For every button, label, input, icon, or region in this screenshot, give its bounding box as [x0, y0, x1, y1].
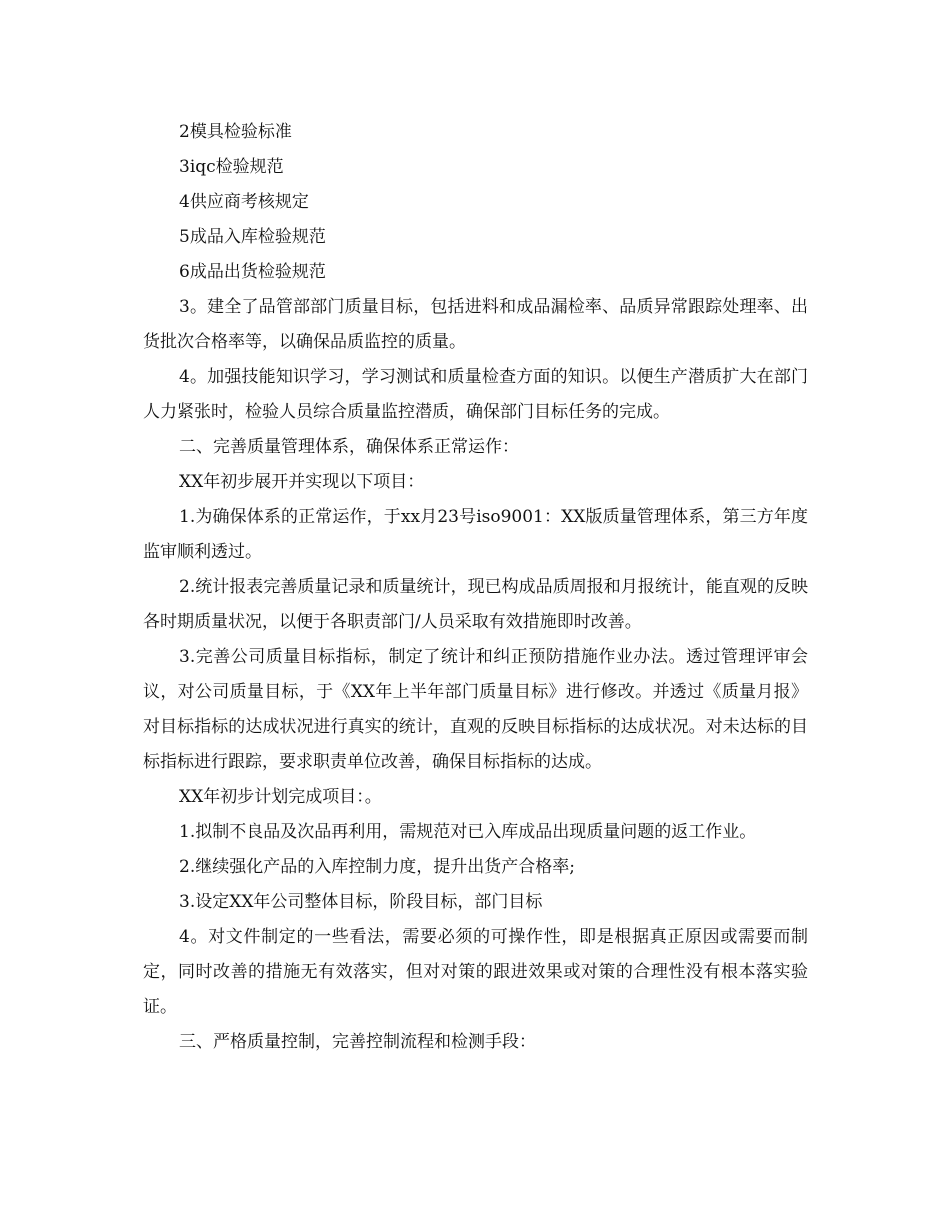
paragraph-iso-audit: 1.为确保体系的正常运作，于xx月23号iso9001：XX版质量管理体系，第三方年度监审顺利透过。: [143, 507, 808, 562]
paragraph-statistics: 2.统计报表完善质量记录和质量统计，现已构成品质周报和月报统计，能直观的反映各时期质量状况，以便于各职责部门/人员采取有效措施即时改善。: [143, 577, 808, 632]
list-item-mold-standard: 2模具检验标准: [179, 122, 292, 142]
paragraph-document-views: 4。对文件制定的一些看法，需要必须的可操作性，即是根据真正原因或需要而制定，同时改善的措施无有效落实，但对对策的跟进效果或对策的合理性没有根本落实验证。: [143, 927, 808, 1017]
subheading-planned: XX年初步计划完成项目：。: [179, 787, 382, 807]
paragraph-quality-targets: 3。建全了品管部部门质量目标，包括进料和成品漏检率、品质异常跟踪处理率、出货批次合格率等，以确保品质监控的质量。: [143, 297, 808, 352]
list-item-iqc-spec: 3iqc检验规范: [179, 157, 284, 177]
list-item-supplier-rules: 4供应商考核规定: [179, 192, 309, 212]
section-heading-2: 二、完善质量管理体系，确保体系正常运作：: [179, 437, 519, 457]
section-heading-3: 三、严格质量控制，完善控制流程和检测手段：: [179, 1032, 536, 1052]
paragraph-skills-training: 4。加强技能知识学习，学习测试和质量检查方面的知识。以便生产潜质扩大在部门人力紧张时，检验人员综合质量监控潜质，确保部门目标任务的完成。: [143, 367, 808, 422]
paragraph-goals: 3.设定XX年公司整体目标，阶段目标，部门目标: [179, 892, 543, 912]
document-body: [143, 115, 808, 1060]
subheading-implemented: XX年初步展开并实现以下项目：: [179, 472, 425, 492]
paragraph-quality-indicators: 3.完善公司质量目标指标，制定了统计和纠正预防措施作业办法。透过管理评审会议，对公司质量目标，于《XX年上半年部门质量目标》进行修改。并透过《质量月报》对目标指标的达成状况进行真实的统计，直观的反映目标指标的达成状况。对未达标的目标指标进行跟踪，要求职责单位改善，确保目标指标的达成。: [143, 647, 808, 772]
paragraph-inbound-control: 2.继续强化产品的入库控制力度，提升出货产合格率;: [179, 857, 575, 877]
paragraph-rework: 1.拟制不良品及次品再利用，需规范对已入库成品出现质量问题的返工作业。: [179, 822, 757, 842]
list-item-inbound-spec: 5成品入库检验规范: [179, 227, 326, 247]
list-item-outbound-spec: 6成品出货检验规范: [179, 262, 326, 282]
